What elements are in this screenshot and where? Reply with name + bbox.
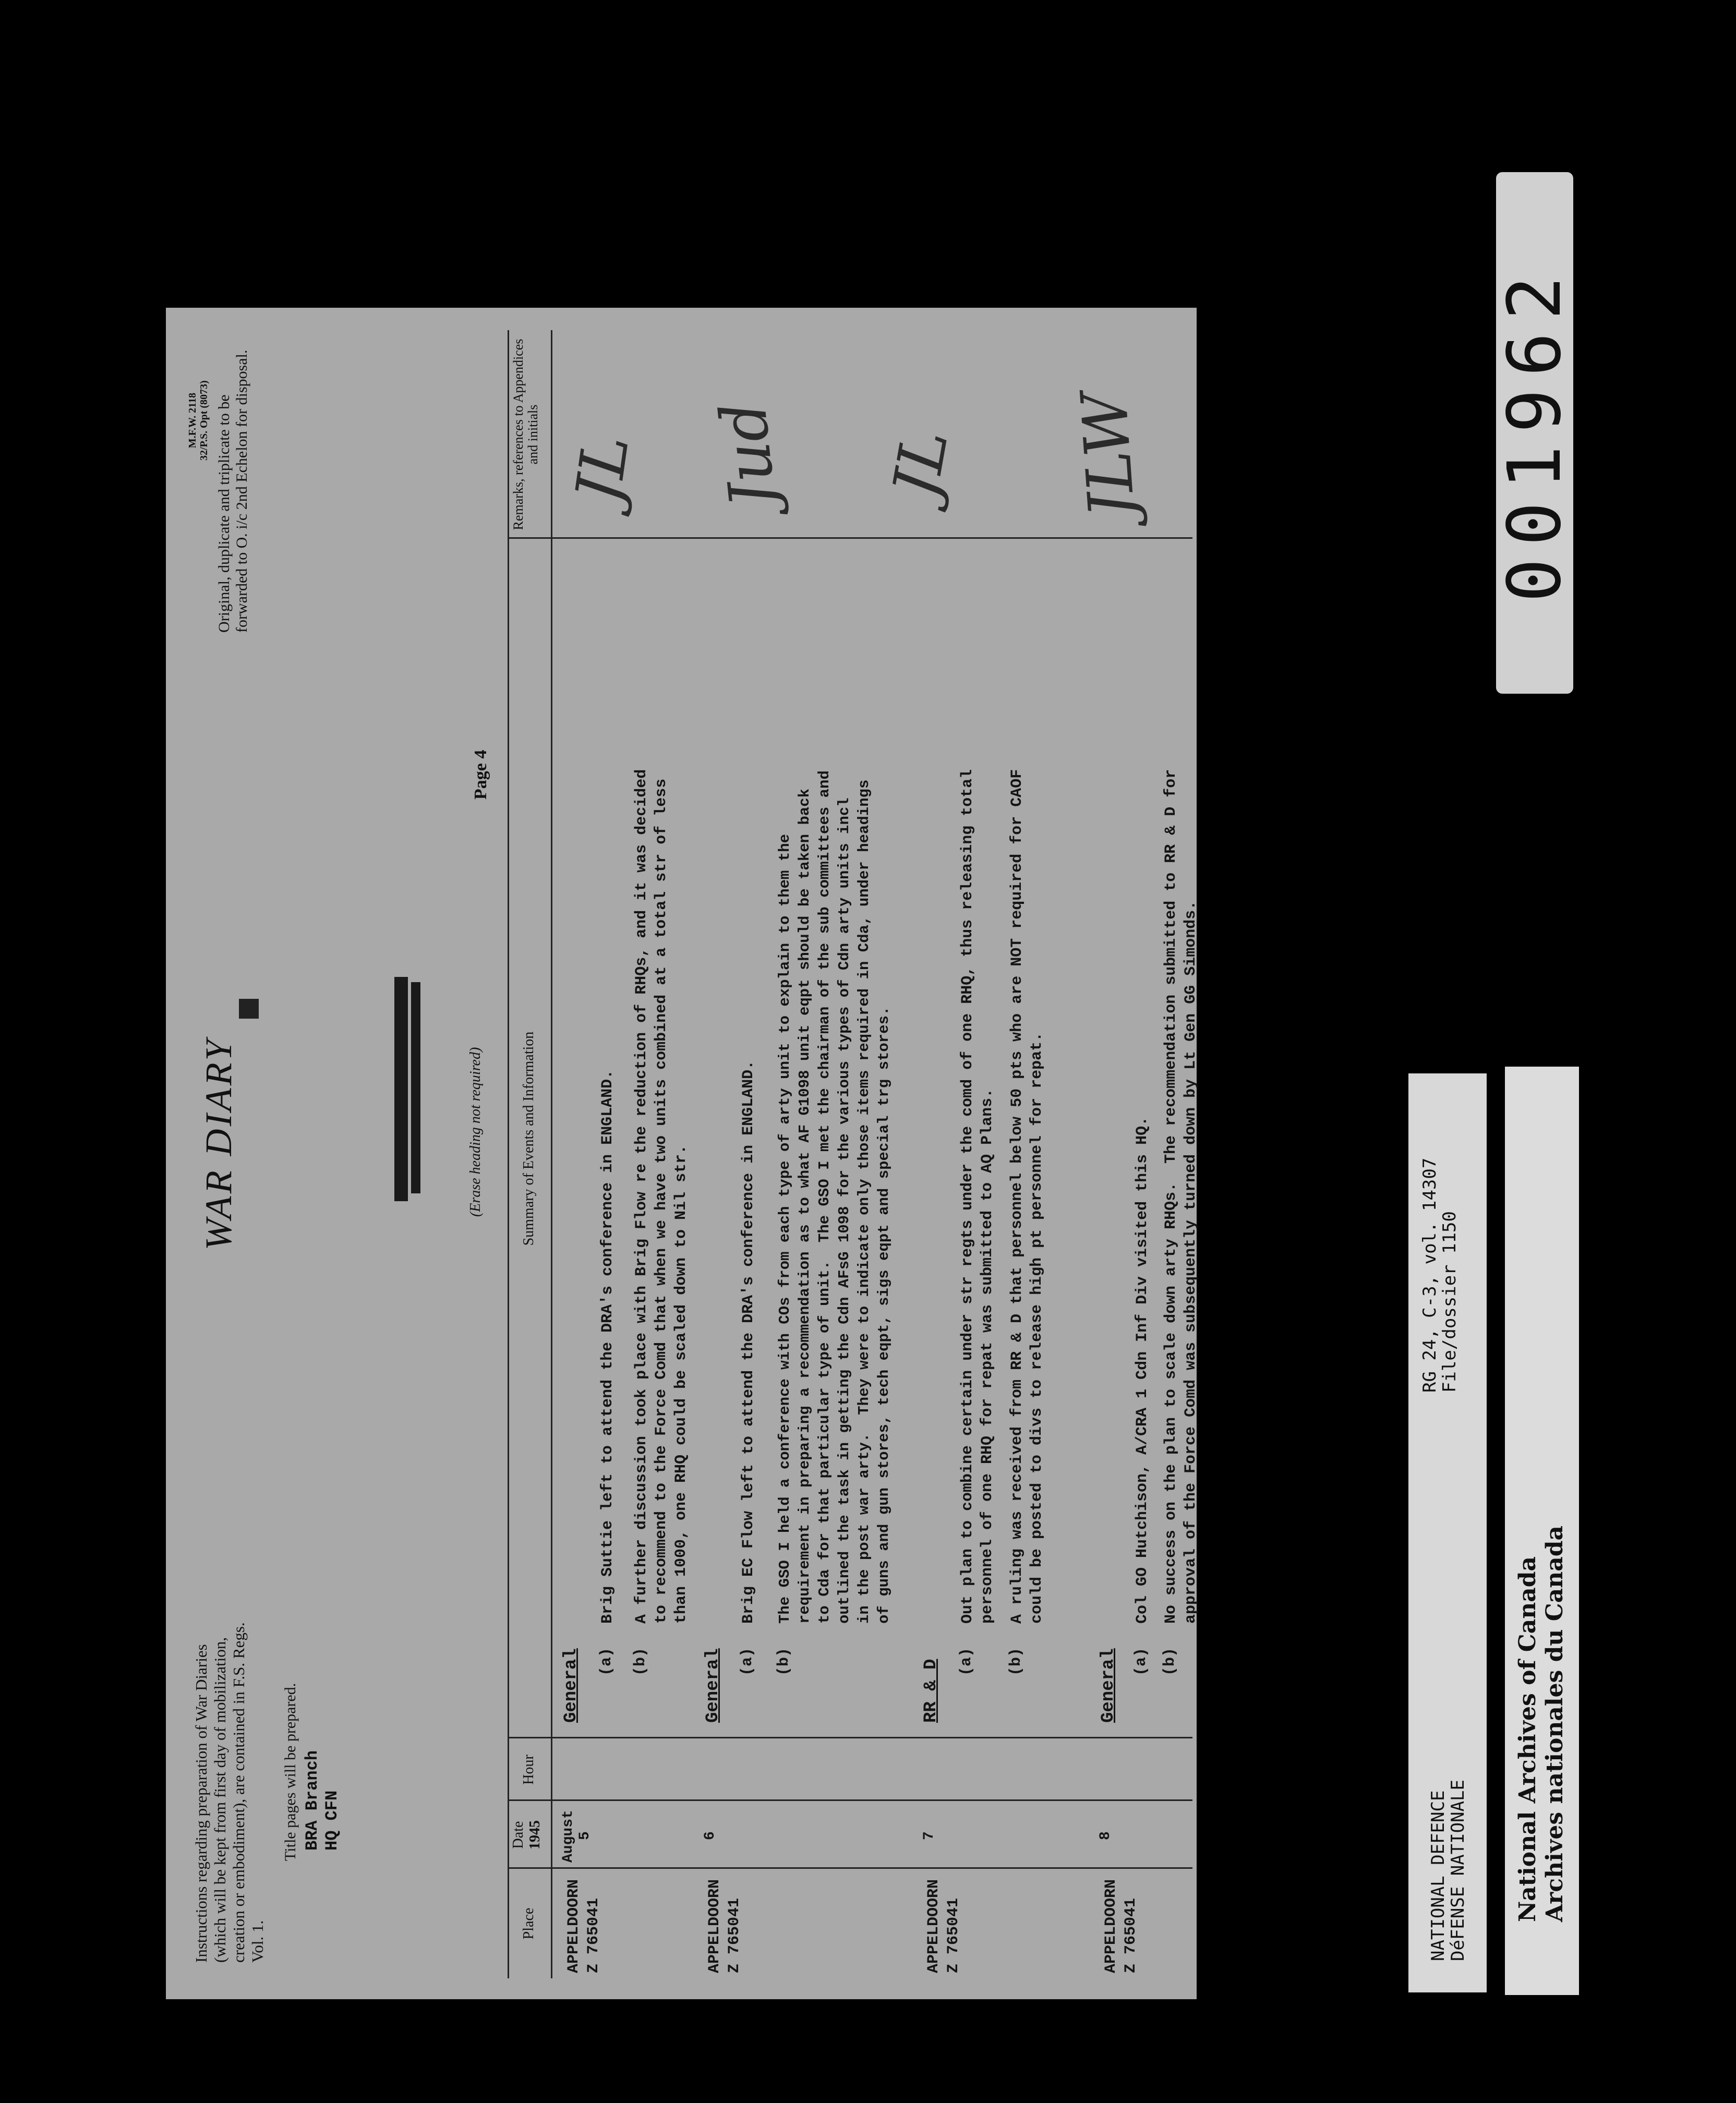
erase-heading-note: (Erase heading not required) bbox=[467, 1047, 484, 1217]
item-text: Out plan to combine certain under str regts under the comd of one RHQ, thus releasing total personnel of one RHQ for repat was submitted to AQ Plans. bbox=[959, 769, 996, 1624]
erased-heading bbox=[394, 977, 408, 1201]
item-mark: (b) bbox=[775, 1647, 793, 1676]
entry-place: APPELDOORN bbox=[1102, 1879, 1120, 1973]
form-title: WAR DIARY bbox=[198, 1037, 239, 1251]
item-text: No success on the plan to scale down arty RHQs. The recommendation submitted to RR & D for approval of the Force Comd was subsequently turned down by Lt Gen GG Simonds. bbox=[1162, 769, 1200, 1624]
entry-place: APPELDOORN bbox=[706, 1879, 724, 1973]
department-name-en: NATIONAL DEFENCE bbox=[1428, 1790, 1449, 1961]
item-mark: (b) bbox=[1007, 1647, 1025, 1676]
initials-signature: JL bbox=[879, 425, 963, 503]
title-pages-note: Title pages will be prepared. bbox=[282, 1683, 299, 1861]
archive-reference-content bbox=[1408, 1073, 1487, 1992]
entry-day: 6 bbox=[702, 1831, 718, 1840]
item-text: A further discussion took place with Brig Flow re the reduction of RHQs, and it was decided to recommend to the Force Comd that when we have two units combined at a total str of less than 1000, one RHQ could be scaled down to Nil str. bbox=[633, 769, 690, 1624]
item-mark: (a) bbox=[598, 1647, 616, 1676]
header-year: 1945 bbox=[527, 1820, 543, 1850]
file-ref: File/dossier 1150 bbox=[1439, 1211, 1460, 1393]
entry-day: 8 bbox=[1098, 1831, 1114, 1840]
entry-grid: Z 765041 bbox=[945, 1897, 962, 1973]
erased-heading-underline bbox=[411, 982, 420, 1193]
record-group-ref: RG 24, C-3, vol. 14307 bbox=[1419, 1157, 1440, 1393]
entry-heading: General bbox=[561, 1648, 581, 1723]
header-place: Place bbox=[521, 1907, 537, 1940]
department-name-fr: DéFENSE NATIONALE bbox=[1448, 1780, 1468, 1961]
page-number: Page 4 bbox=[471, 750, 490, 800]
entry-heading: RR & D bbox=[921, 1659, 941, 1723]
unit-hq: HQ CFN bbox=[322, 1790, 342, 1851]
archives-name-content bbox=[1505, 1067, 1579, 1995]
entry-month: August bbox=[560, 1810, 576, 1863]
war-diary-form bbox=[166, 308, 1200, 1999]
entry-place: APPELDOORN bbox=[925, 1879, 943, 1973]
serial-number: 001962 bbox=[1492, 263, 1577, 602]
serial-number-box bbox=[1492, 172, 1577, 694]
diary-table bbox=[508, 330, 1200, 1978]
item-mark: (b) bbox=[632, 1647, 649, 1676]
item-text: Brig EC Flow left to attend the DRA's conference in ENGLAND. bbox=[740, 1060, 757, 1624]
col-rule-summary bbox=[509, 537, 1192, 539]
header-date: Date bbox=[510, 1821, 526, 1849]
initials-signature: Jud bbox=[707, 398, 791, 511]
archive-reference-label bbox=[1408, 1073, 1487, 1992]
archives-name-en: National Archives of Canada bbox=[1514, 1556, 1541, 1922]
archives-name-label bbox=[1505, 1067, 1579, 1995]
entry-place: APPELDOORN bbox=[565, 1879, 583, 1973]
form-number: M.F.W. 2118 32/P.S. Opt (8073) bbox=[187, 380, 210, 461]
entry-grid: Z 765041 bbox=[585, 1897, 602, 1973]
item-text: A ruling was received from RR & D that personnel below 50 pts who are NOT required for CAOF could be posted to divs to release high pt personnel for repat. bbox=[1008, 769, 1046, 1624]
disposal-note: Original, duplicate and triplicate to be forwarded to O. i/c 2nd Echelon for disposal. bbox=[215, 349, 250, 633]
item-text: Brig Suttie left to attend the DRA's conference in ENGLAND. bbox=[599, 1069, 617, 1624]
item-text: Col GO Hutchison, A/CRA 1 Cdn Inf Div visited this HQ. bbox=[1134, 1116, 1151, 1624]
initials-signature: JLW bbox=[1068, 390, 1150, 521]
erased-mark bbox=[239, 999, 259, 1019]
archives-name-fr: Archives nationales du Canada bbox=[1541, 1525, 1568, 1922]
unit-name: BRA Branch bbox=[303, 1750, 322, 1851]
col-rule-place bbox=[509, 1867, 1192, 1869]
header-rule bbox=[551, 330, 552, 1978]
entry-day: 5 bbox=[577, 1831, 593, 1840]
header-remarks: Remarks, references to Appendices and initials bbox=[511, 339, 540, 530]
item-text: The GSO I held a conference with COs from each type of arty unit to explain to them the requirement in preparing a recommendation as to what AF G1098 unit eqpt should be taken back to Cda for that particular type of unit. The GSO I met the chairman of the sub committees and outlined the task in getting the Cdn AFsG 1098 for the various types of Cdn arty units incl in the post war arty. They were to indicate only those items required in Cda, under headings of guns and gun stores, tech eqpt, sigs eqpt and special trg stores. bbox=[776, 770, 893, 1624]
entry-grid: Z 765041 bbox=[726, 1897, 743, 1973]
item-mark: (a) bbox=[739, 1647, 756, 1676]
war-diary-form-content bbox=[166, 308, 1200, 1999]
entry-grid: Z 765041 bbox=[1122, 1897, 1140, 1973]
entry-day: 7 bbox=[921, 1831, 937, 1840]
header-summary: Summary of Events and Information bbox=[521, 1031, 537, 1246]
initials-signature: JL bbox=[562, 431, 644, 507]
item-mark: (a) bbox=[958, 1647, 975, 1676]
col-rule-date bbox=[509, 1799, 1192, 1801]
entry-heading: General bbox=[703, 1648, 723, 1723]
col-rule-hour bbox=[509, 1737, 1192, 1738]
item-mark: (a) bbox=[1132, 1647, 1150, 1676]
item-mark: (b) bbox=[1161, 1647, 1179, 1676]
instructions-note: Instructions regarding preparation of War Diaries (which will be kept from first day of mobilization, creation or embodiment), are contained in F.S. Regs. Vol. 1. bbox=[192, 1622, 267, 1963]
header-hour: Hour bbox=[521, 1755, 537, 1785]
entry-heading: General bbox=[1099, 1648, 1118, 1723]
